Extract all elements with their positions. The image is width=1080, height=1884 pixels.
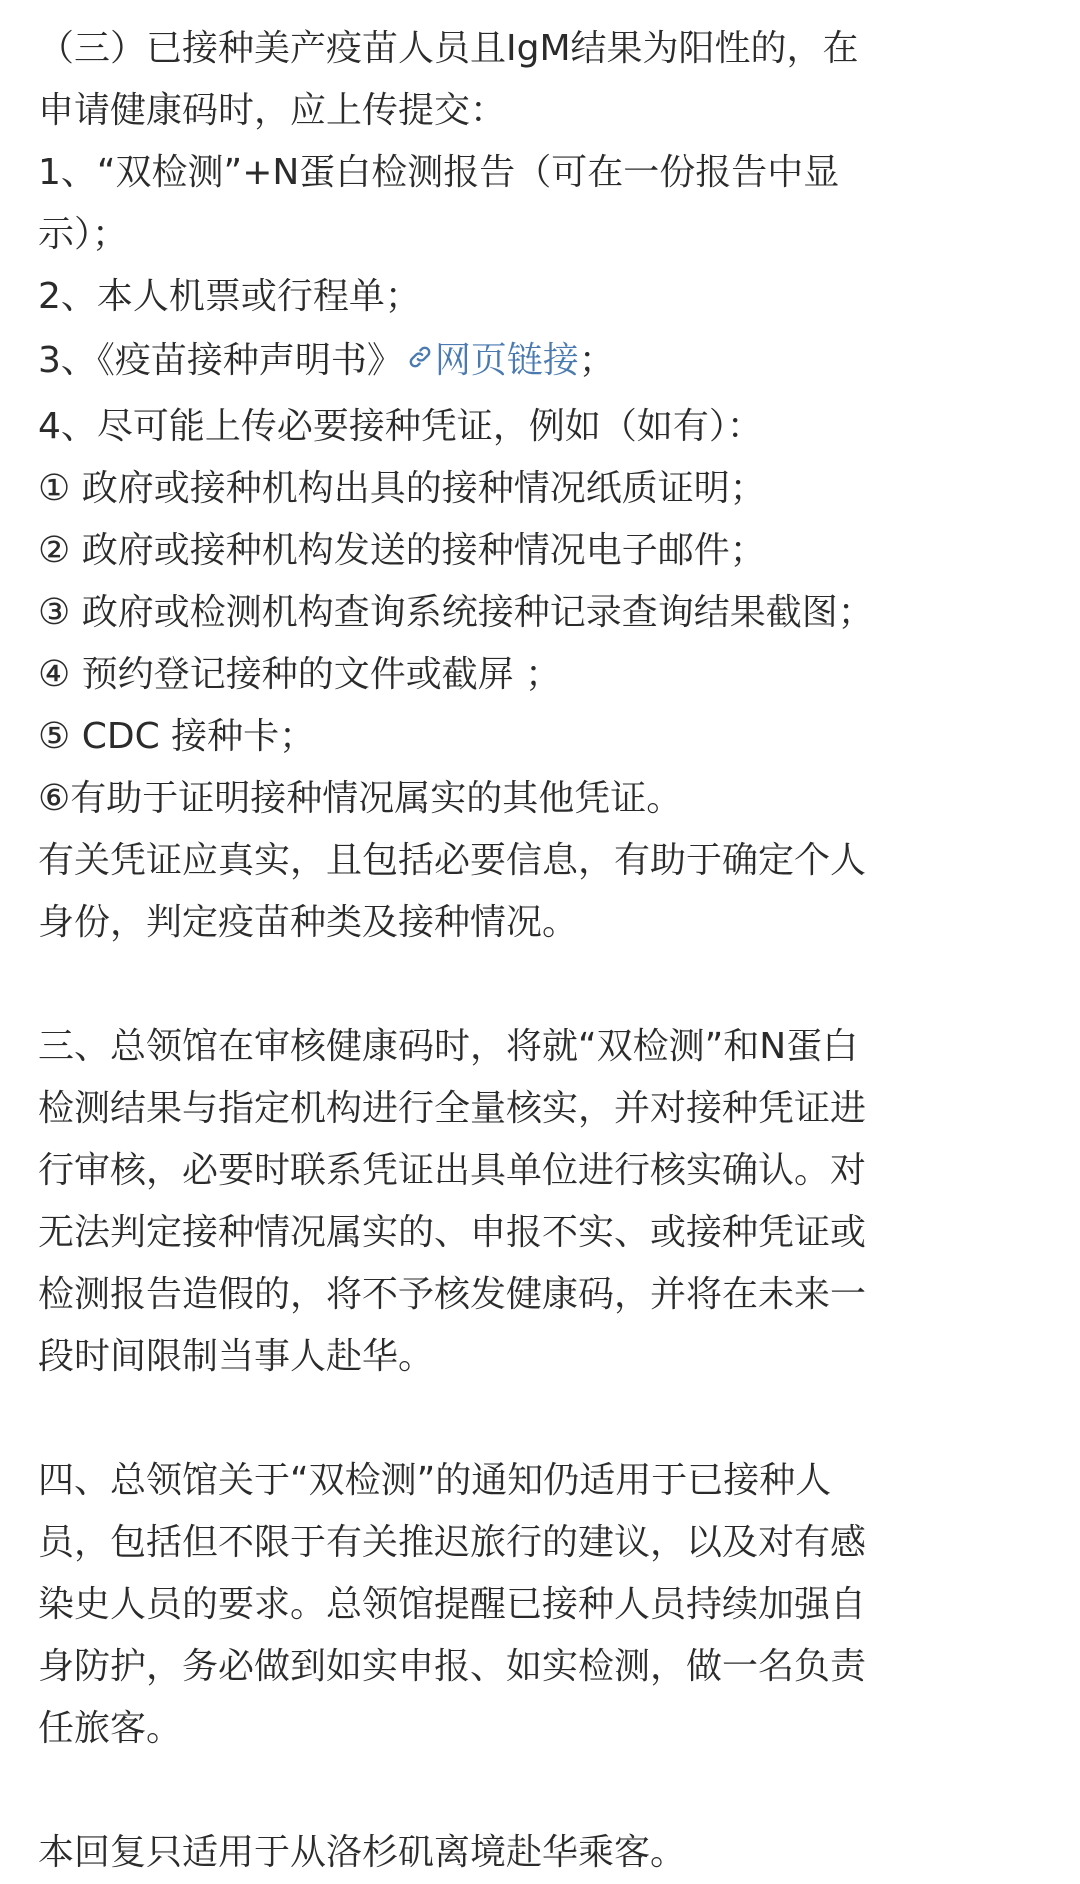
list-item: ⑥有助于证明接种情况属实的其他凭证。 — [38, 778, 683, 819]
section-three-verification — [38, 1016, 1052, 1388]
text-line: 检测报告造假的，将不予核发健康码，并将在未来一 — [38, 1274, 867, 1315]
text-line: 检测结果与指定机构进行全量核实，并对接种凭证进 — [38, 1088, 867, 1129]
item-3-prefix: 3、《疫苗接种声明书》 — [38, 340, 403, 381]
paragraph-gap — [38, 1760, 1052, 1822]
link-icon — [407, 328, 433, 390]
closing-note: 本回复只适用于从洛杉矶离境赴华乘客。 — [38, 1832, 687, 1873]
text-line: 2、本人机票或行程单； — [38, 276, 421, 317]
list-item: ③ 政府或检测机构查询系统接种记录查询结果截图； — [38, 592, 874, 633]
text-line: 任旅客。 — [38, 1708, 183, 1749]
text-line: 三、总领馆在审核健康码时，将就“双检测”和N蛋白 — [38, 1026, 859, 1067]
text-line: 有关凭证应真实，且包括必要信息，有助于确定个人 — [38, 840, 867, 881]
list-item: ⑤ CDC 接种卡； — [38, 716, 316, 757]
text-line: 示）； — [38, 214, 129, 255]
text-line: 段时间限制当事人赴华。 — [38, 1336, 435, 1377]
text-line: 员，包括但不限于有关推迟旅行的建议，以及对有感 — [38, 1522, 867, 1563]
section-vaccinated-igm-positive — [38, 18, 1052, 954]
text-line: 申请健康码时，应上传提交： — [38, 90, 507, 131]
list-item: ④ 预约登记接种的文件或截屏 ； — [38, 654, 562, 695]
web-link-text[interactable]: 网页链接 — [434, 340, 579, 381]
list-item: ② 政府或接种机构发送的接种情况电子邮件； — [38, 530, 766, 571]
text-line: 身份，判定疫苗种类及接种情况。 — [38, 902, 579, 943]
text-line: 身防护，务必做到如实申报、如实检测，做一名负责 — [38, 1646, 867, 1687]
web-link[interactable] — [403, 340, 579, 381]
paragraph-gap — [38, 1388, 1052, 1450]
text-line: 四、总领馆关于“双检测”的通知仍适用于已接种人 — [38, 1460, 832, 1501]
section-four-notice — [38, 1450, 1052, 1760]
text-line: 染史人员的要求。总领馆提醒已接种人员持续加强自 — [38, 1584, 867, 1625]
text-line: 无法判定接种情况属实的、申报不实、或接种凭证或 — [38, 1212, 867, 1253]
text-line: （三）已接种美产疫苗人员且IgM结果为阳性的，在 — [38, 28, 859, 69]
paragraph-gap — [38, 954, 1052, 1016]
text-line: 1、“双检测”+N蛋白检测报告（可在一份报告中显 — [38, 152, 840, 193]
item-3-suffix: ； — [578, 340, 615, 381]
list-item: ① 政府或接种机构出具的接种情况纸质证明； — [38, 468, 766, 509]
item-3-line — [38, 328, 1052, 396]
text-line: 4、尽可能上传必要接种凭证，例如（如有）： — [38, 406, 763, 447]
text-line: 行审核，必要时联系凭证出具单位进行核实确认。对 — [38, 1150, 867, 1191]
